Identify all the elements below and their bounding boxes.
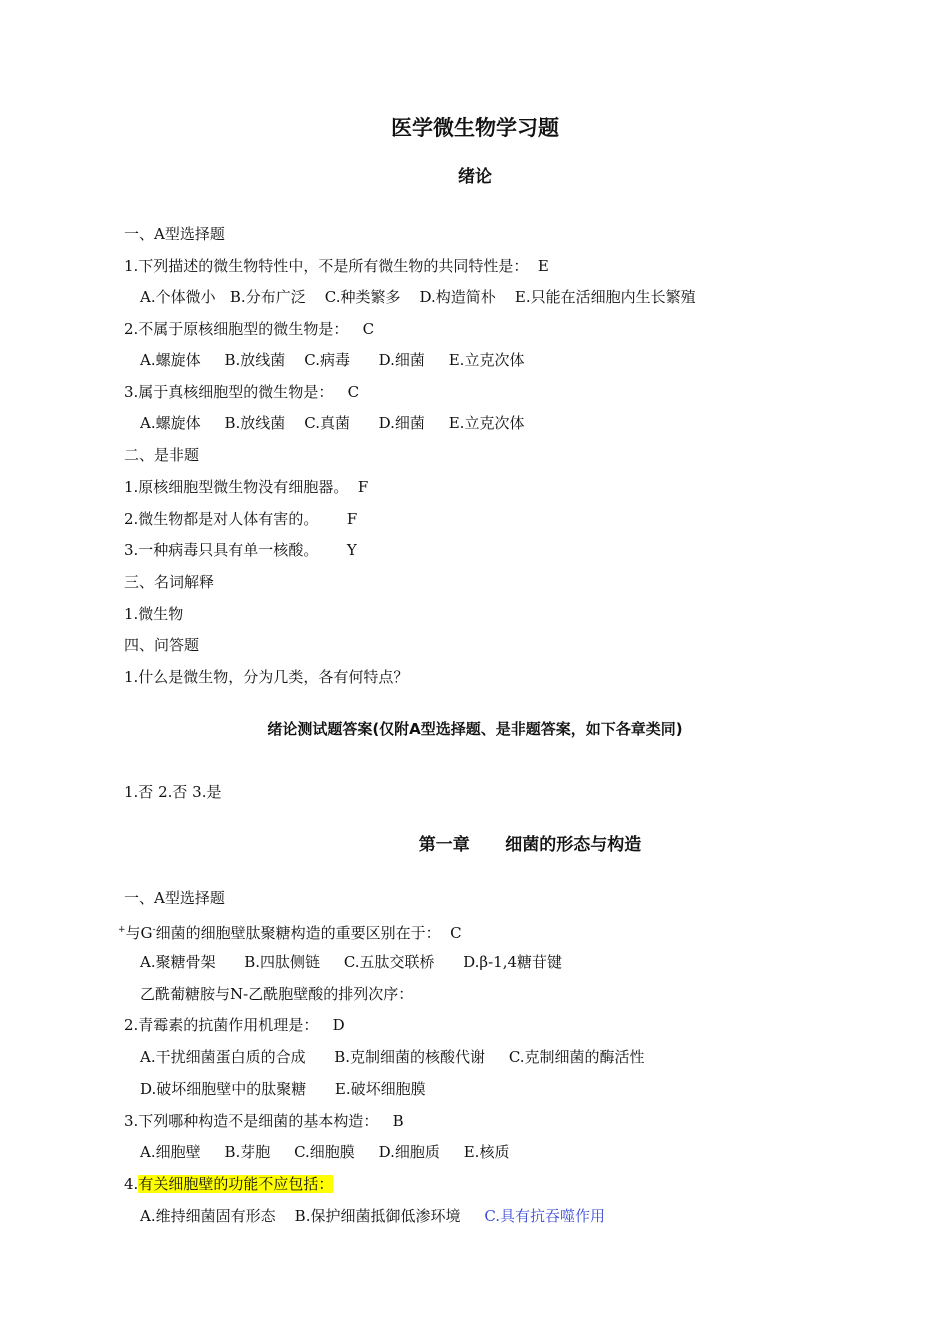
intro-section-a: 一、A型选择题: [124, 225, 225, 243]
intro-tf-1: 1.原核细胞型微生物没有细胞器。 F: [124, 478, 369, 496]
ch1-question-2-options: A.干扰细菌蛋白质的合成 B.克制细菌的核酸代谢 C.克制细菌的酶活性: [140, 1048, 645, 1066]
ch1-q4-option-c: C.具有抗吞噬作用: [484, 1207, 606, 1225]
chapter-1-heading: 第一章 细菌的形态与构造: [418, 835, 642, 855]
intro-section-tf: 二、是非题: [124, 446, 200, 464]
ch1-question-1-options-cont: 乙酰葡糖胺与N-乙酰胞壁酸的排列次序：: [140, 985, 414, 1003]
intro-question-3-options: A.螺旋体 B.放线菌 C.真菌 D.细菌 E.立克次体: [140, 414, 525, 432]
ch1-section-a: 一、A型选择题: [124, 889, 225, 907]
intro-question-3: 3.属于真核细胞型的微生物是： C: [124, 383, 360, 401]
intro-question-1-options: A.个体微小 B.分布广泛 C.种类繁多 D.构造简朴 E.只能在活细胞内生长繁殖: [140, 288, 696, 306]
ch1-q1-superscript-minus: -: [152, 925, 156, 935]
intro-tf-2: 2.微生物都是对人体有害的。 F: [124, 510, 358, 528]
ch1-q1-text-a: 与G: [125, 924, 153, 942]
ch1-question-4: [124, 1174, 333, 1194]
intro-answer-heading: 绪论测试题答案(仅附A型选择题、是非题答案，如下各章类同): [267, 720, 683, 738]
intro-question-2: 2.不属于原核细胞型的微生物是： C: [124, 320, 375, 338]
ch1-question-2: 2.青霉素的抗菌作用机理是： D: [124, 1016, 345, 1034]
intro-tf-3: 3.一种病毒只具有单一核酸。 Y: [124, 541, 357, 559]
ch1-question-2-options-cont: D.破坏细胞壁中的肽聚糖 E.破坏细胞膜: [140, 1080, 426, 1098]
intro-answers: 1.否 2.否 3.是: [124, 783, 222, 801]
ch1-question-1: [118, 920, 462, 943]
ch1-question-3-options: A.细胞壁 B.芽胞 C.细胞膜 D.细胞质 E.核质: [140, 1143, 510, 1161]
intro-question-1: 1.下列描述的微生物特性中，不是所有微生物的共同特性是： E: [124, 257, 549, 275]
ch1-q4-number: 4.: [124, 1175, 139, 1193]
intro-qa-1: 1.什么是微生物，分为几类，各有何特点？: [124, 668, 409, 686]
ch1-q4-highlighted-text: 有关细胞壁的功能不应包括：: [138, 1175, 334, 1193]
intro-heading: 绪论: [458, 167, 492, 187]
ch1-q1-superscript-plus: +: [118, 925, 126, 935]
ch1-question-1-options: A.聚糖骨架 B.四肽侧链 C.五肽交联桥 D.β-1,4糖苷键: [140, 953, 563, 971]
intro-term-1: 1.微生物: [124, 605, 184, 623]
ch1-question-3: 3.下列哪种构造不是细菌的基本构造： B: [124, 1112, 404, 1130]
intro-section-terms: 三、名词解释: [124, 573, 215, 591]
ch1-q1-text-b: 细菌的细胞壁肽聚糖构造的重要区别在于： C: [155, 924, 462, 942]
intro-section-qa: 四、问答题: [124, 636, 200, 654]
ch1-q4-options-ab: A.维持细菌固有形态 B.保护细菌抵御低渗环境: [140, 1207, 485, 1225]
ch1-question-4-options: [140, 1206, 605, 1226]
page-title: 医学微生物学习题: [391, 116, 559, 140]
intro-question-2-options: A.螺旋体 B.放线菌 C.病毒 D.细菌 E.立克次体: [140, 351, 525, 369]
